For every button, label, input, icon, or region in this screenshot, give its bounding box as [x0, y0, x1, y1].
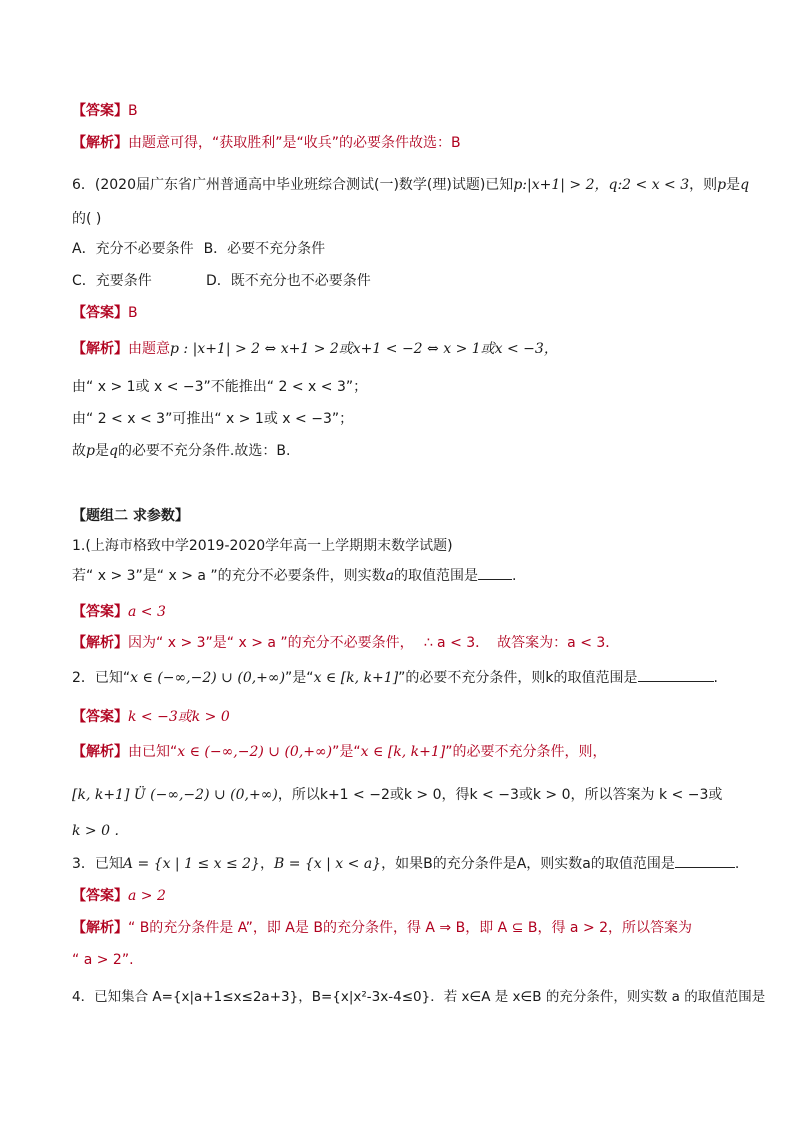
g2q3-analysis-line1: [72, 919, 692, 937]
q6-q: q: [740, 177, 750, 193]
g2q1-answer: a < 3: [128, 604, 166, 620]
analysis-label: 【解析】: [72, 635, 128, 651]
q6-is: 是: [726, 177, 741, 193]
g2q2-analysis-l1-m2: x ∈ [k, k+1]: [360, 744, 446, 760]
g2q2-analysis-l1-b: ”是“: [332, 744, 361, 760]
q6-stem-line: [72, 176, 749, 194]
g2q3-stem-b: ，: [259, 856, 274, 872]
g2q2-analysis-l2-m: [k, k+1] Ü (−∞,−2) ∪ (0,+∞): [72, 787, 278, 803]
g2q3-analysis-l1: “ B的充分条件是 A”，即 A是 B的充分条件，得 A ⇒ B，即 A ⊆ B，得 a > 2，所以答案为: [128, 920, 693, 936]
g2q2-stem-c: ”的必要不充分条件，则k的取值范围是: [398, 670, 638, 686]
answer-label: 【答案】: [72, 709, 128, 725]
analysis-label: 【解析】: [72, 920, 128, 936]
q6-analysis-l4-b: 是: [94, 443, 109, 459]
g2q3-stem-m1: A = {x | 1 ≤ x ≤ 2}: [122, 856, 260, 872]
q6-analysis-line2: [72, 378, 367, 396]
g2q2-analysis-line2: [72, 786, 722, 804]
g2q1-analysis-b: ∴ a < 3．: [423, 635, 490, 651]
g2q3-answer: a > 2: [128, 888, 166, 904]
q6-analysis-l2: 由“ x > 1或 x < −3”不能推出“ 2 < x < 3”；: [72, 379, 368, 395]
g2q1-analysis-line: [72, 634, 619, 652]
g2q4-stem-line: [72, 988, 765, 1006]
q6-analysis-l4-a: 故: [72, 443, 86, 459]
q6-analysis-l1-math: p : |x+1| > 2 ⇔ x+1 > 2或x+1 < −2 ⇔ x > 1或x < −3，: [170, 341, 558, 357]
q5-analysis: 由题意可得，“获取胜利”是“收兵”的必要条件故选：B: [128, 135, 461, 151]
g2q2-blank: [638, 669, 714, 682]
g2q1-analysis-a: 因为“ x > 3”是“ x > a ”的充分不必要条件，: [128, 635, 414, 651]
q6-analysis-line3: [72, 410, 353, 428]
q5-analysis-line: [72, 134, 461, 152]
g2q2-answer-line: [72, 708, 230, 726]
q6-stem-math: p:|x+1| > 2，q:2 < x < 3: [513, 177, 690, 193]
q6-stem-b: ，则: [689, 177, 718, 193]
q6-stem-line2: [72, 210, 101, 228]
q6-option-a: A．充分不必要条件: [72, 241, 194, 257]
g2q2-analysis-line1: [72, 743, 607, 761]
g2q3-stem-end: .: [734, 856, 740, 872]
q6-stem-c: 的( ): [72, 211, 102, 227]
g2q2-answer: k < −3或k > 0: [128, 709, 230, 725]
g2q1-stem-var: a: [385, 568, 395, 584]
g2q2-analysis-l3: k > 0 .: [72, 823, 119, 839]
g2q2-stem-end: .: [713, 670, 718, 686]
q6-analysis-line1: [72, 340, 558, 358]
g2q2-stem-b: ”是“: [285, 670, 314, 686]
q6-options-row1: [72, 240, 325, 258]
q5-answer-line: [72, 102, 138, 120]
q6-analysis-l4-c: 的必要不充分条件.故选：B.: [117, 443, 291, 459]
g2q2-stem-m2: x ∈ [k, k+1]: [313, 670, 399, 686]
q5-answer: B: [128, 103, 138, 119]
g2q1-source: 1.(上海市格致中学2019-2020学年高一上学期期末数学试题): [72, 538, 453, 554]
q6-answer-line: [72, 304, 138, 322]
q6-options-row2: [72, 272, 371, 290]
analysis-label: 【解析】: [72, 744, 128, 760]
analysis-label: 【解析】: [72, 135, 128, 151]
answer-label: 【答案】: [72, 305, 128, 321]
g2q2-analysis-line3: [72, 822, 119, 840]
q6-analysis-l1-a: 由题意: [128, 341, 170, 357]
g2q3-stem-m2: B = {x | x < a}: [273, 856, 382, 872]
g2q1-stem-end: .: [512, 568, 517, 584]
g2q1-blank: [478, 567, 512, 580]
g2q2-stem-line: [72, 669, 718, 687]
q6-option-b: B．必要不充分条件: [203, 241, 326, 257]
g2q2-analysis-l1-m1: x ∈ (−∞,−2) ∪ (0,+∞): [177, 744, 333, 760]
g2q1-stem-b: 的取值范围是: [394, 568, 479, 584]
g2q3-answer-line: [72, 887, 166, 905]
g2q3-stem-c: ，如果B的充分条件是A，则实数a的取值范围是: [381, 856, 675, 872]
answer-label: 【答案】: [72, 888, 128, 904]
g2q2-analysis-l1-c: ”的必要不充分条件，则，: [445, 744, 607, 760]
g2q1-stem-line: [72, 567, 517, 585]
q6-analysis-l3: 由“ 2 < x < 3”可推出“ x > 1或 x < −3”；: [72, 411, 354, 427]
g2q1-analysis-c: 故答案为：a < 3．: [497, 635, 620, 651]
analysis-label: 【解析】: [72, 341, 128, 357]
g2q3-analysis-l2: “ a > 2”.: [72, 952, 134, 968]
g2q3-stem-line: [72, 855, 739, 873]
g2q2-analysis-l2-a: ，所以k+1 < −2或k > 0，得k < −3或k > 0，所以答案为 k < −3或: [277, 787, 723, 803]
g2q3-analysis-line2: [72, 951, 134, 969]
answer-label: 【答案】: [72, 604, 128, 620]
g2q2-stem-m1: x ∈ (−∞,−2) ∪ (0,+∞): [130, 670, 286, 686]
g2q1-stem-a: 若“ x > 3”是“ x > a ”的充分不必要条件，则实数: [72, 568, 386, 584]
q6-p: p: [717, 177, 727, 193]
q6-option-d: D．既不充分也不必要条件: [206, 273, 371, 289]
q6-stem-a: 6．(2020届广东省广州普通高中毕业班综合测试(一)数学(理)试题)已知: [72, 177, 514, 193]
q6-analysis-q: q: [108, 443, 118, 459]
q6-analysis-line4: [72, 442, 290, 460]
q6-analysis-p: p: [86, 443, 95, 459]
g2q3-blank: [675, 855, 735, 868]
g2q2-analysis-l1-a: 由已知“: [128, 744, 178, 760]
group2-title: 【题组二 求参数】: [72, 508, 189, 524]
g2q1-answer-line: [72, 603, 166, 621]
q6-answer: B: [128, 305, 138, 321]
g2q3-stem-a: 3．已知: [72, 856, 123, 872]
g2q4-stem: 4．已知集合 A={x|a+1≤x≤2a+3}，B={x|x²-3x-4≤0}．若 x∈A 是 x∈B 的充分条件，则实数 a 的取值范围是: [72, 989, 766, 1005]
g2q2-stem-a: 2．已知“: [72, 670, 131, 686]
answer-label: 【答案】: [72, 103, 128, 119]
q6-option-c: C．充要条件: [72, 273, 152, 289]
